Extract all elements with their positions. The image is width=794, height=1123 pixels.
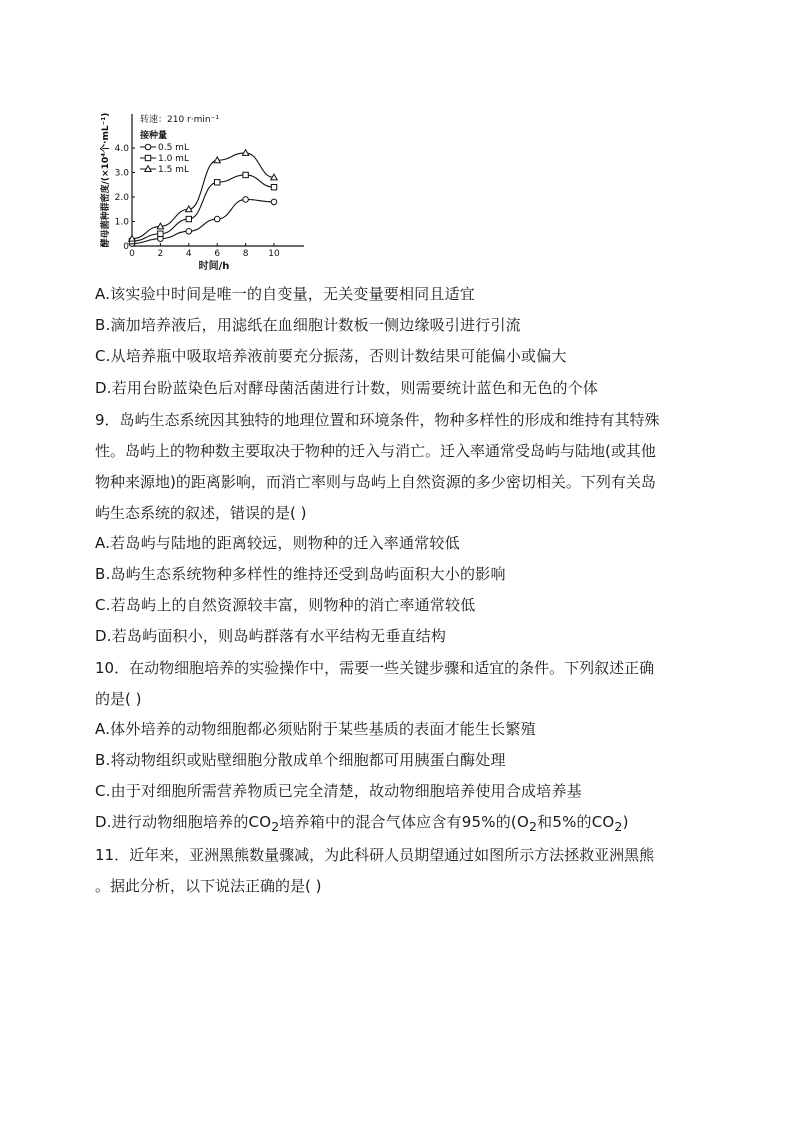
- legend-marker-square: [145, 155, 150, 160]
- legend-label: 1.5 mL: [158, 165, 189, 175]
- legend-title: 接种量: [140, 131, 168, 141]
- subscript: 2: [271, 819, 280, 834]
- q10-stem-line: 的是( ): [95, 690, 142, 708]
- q8-option-a: A.该实验中时间是唯一的自变量，无关变量要相同且适宜: [95, 285, 475, 303]
- data-point-square: [215, 180, 220, 185]
- data-point-square: [243, 172, 248, 177]
- yeast-density-chart: [96, 100, 316, 275]
- q11-stem-line: 11．近年来，亚洲黑熊数量骤减，为此科研人员期望通过如图所示方法拯救亚洲黑熊: [95, 846, 655, 864]
- q10-stem-line: 10．在动物细胞培养的实验操作中，需要一些关键步骤和适宜的条件。下列叙述正确: [95, 659, 655, 677]
- q9-stem-line: 9．岛屿生态系统因其独特的地理位置和环境条件，物种多样性的形成和维持有其特殊: [95, 411, 660, 429]
- data-point-circle: [243, 197, 249, 203]
- q10-option-d-text: D.进行动物细胞培养的CO: [95, 813, 272, 831]
- speed-annotation: 转速：210 r·min⁻¹: [140, 115, 219, 125]
- y-tick-label: 3.0: [114, 168, 129, 179]
- data-point-square: [271, 185, 276, 190]
- x-tick-label: 2: [157, 249, 164, 259]
- legend-label: 1.0 mL: [158, 154, 189, 164]
- series-line-circle: [132, 199, 274, 243]
- x-axis-label: 时间/h: [198, 261, 230, 272]
- q9-option-b: B.岛屿生态系统物种多样性的维持还受到岛屿面积大小的影响: [95, 565, 506, 583]
- y-tick-label: 2.0: [114, 193, 129, 203]
- q11-stem-line: 。据此分析，以下说法正确的是( ): [95, 877, 322, 895]
- q8-option-d: D.若用台盼蓝染色后对酵母菌活菌进行计数，则需要统计蓝色和无色的个体: [95, 379, 599, 397]
- q10-option-c: C.由于对细胞所需营养物质已完全清楚，故动物细胞培养使用合成培养基: [95, 782, 582, 800]
- q9-stem-line: 屿生态系统的叙述，错误的是( ): [95, 504, 307, 522]
- q10-option-d: [95, 811, 629, 838]
- subscript: 2: [528, 819, 538, 834]
- q10-option-a: A.体外培养的动物细胞都必须贴附于某些基质的表面才能生长繁殖: [95, 720, 536, 738]
- y-axis-label: 酵母菌种群密度/(×10⁴个·mL⁻¹): [101, 112, 111, 248]
- q10-stem: [95, 653, 705, 715]
- legend-marker-circle: [145, 144, 151, 150]
- q8-option-c: C.从培养瓶中吸取培养液前要充分振荡，否则计数结果可能偏小或偏大: [95, 347, 567, 365]
- data-point-circle: [271, 199, 277, 205]
- q9-option-a: A.若岛屿与陆地的距离较远，则物种的迁入率通常较低: [95, 534, 460, 552]
- q10-option-d-text: 培养箱中的混合气体应含有95%的(O: [279, 813, 529, 831]
- x-tick-label: 4: [185, 249, 192, 259]
- x-tick-label: 10: [268, 249, 280, 259]
- q9-stem: [95, 405, 705, 529]
- data-point-square: [186, 216, 191, 221]
- q11-stem: [95, 840, 705, 902]
- legend-label: 0.5 mL: [158, 143, 189, 153]
- data-point-circle: [186, 229, 192, 235]
- y-tick-label: 4.0: [114, 144, 129, 154]
- x-tick-label: 8: [242, 249, 249, 259]
- x-tick-label: 6: [214, 249, 221, 259]
- q10-option-d-text: 和5%的CO: [537, 813, 615, 831]
- x-tick-label: 0: [129, 249, 135, 259]
- q9-stem-line: 性。岛屿上的物种数主要取决于物种的迁入与消亡。迁入率通常受岛屿与陆地(或其他: [95, 442, 656, 460]
- y-tick-label: 0: [123, 242, 129, 252]
- data-point-circle: [214, 216, 220, 222]
- y-tick-label: 1.0: [114, 217, 129, 228]
- q9-stem-line: 物种来源地)的距离影响，而消亡率则与岛屿上自然资源的多少密切相关。下列有关岛: [95, 473, 656, 491]
- q9-option-c: C.若岛屿上的自然资源较丰富，则物种的消亡率通常较低: [95, 596, 476, 614]
- subscript: 2: [614, 819, 623, 834]
- q8-option-b: B.滴加培养液后，用滤纸在血细胞计数板一侧边缘吸引进行引流: [95, 316, 521, 334]
- data-point-square: [158, 231, 163, 236]
- q9-option-d: D.若岛屿面积小，则岛屿群落有水平结构无垂直结构: [95, 627, 447, 645]
- q10-option-b: B.将动物组织或贴壁细胞分散成单个细胞都可用胰蛋白酶处理: [95, 751, 506, 769]
- q10-option-d-text: ): [622, 813, 629, 831]
